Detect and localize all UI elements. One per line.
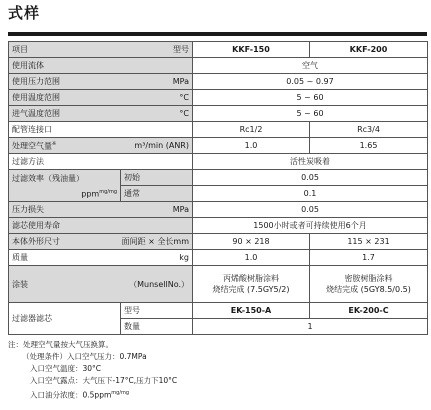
efficiency-normal-label: 通常 bbox=[121, 186, 193, 202]
row-efficiency-initial bbox=[9, 170, 428, 186]
row-pressure bbox=[9, 74, 428, 90]
life-label: 滤芯使用寿命 bbox=[9, 218, 193, 234]
section-title: 式样 bbox=[8, 4, 41, 22]
row-life bbox=[9, 218, 428, 234]
efficiency-initial-label: 初始 bbox=[121, 170, 193, 186]
pressure-value: 0.05 ~ 0.97 bbox=[193, 74, 428, 90]
efficiency-initial-value: 0.05 bbox=[193, 170, 428, 186]
pressure-label: 使用压力范围 bbox=[9, 74, 121, 90]
note-line-5: 入口油分浓度：0.5ppm$^{mg/mg}$ bbox=[30, 390, 130, 400]
flow-col2: 1.65 bbox=[310, 138, 428, 154]
paint-unit: （MunsellNo.） bbox=[106, 266, 193, 303]
temp-label: 使用温度范围 bbox=[9, 90, 121, 106]
row-element-model bbox=[9, 303, 428, 319]
mass-col2: 1.7 bbox=[310, 250, 428, 266]
temp-unit: °C bbox=[121, 90, 193, 106]
fluid-value: 空气 bbox=[193, 58, 428, 74]
loss-value: 0.05 bbox=[193, 202, 428, 218]
fluid-label: 使用流体 bbox=[9, 58, 193, 74]
loss-unit: MPa bbox=[121, 202, 193, 218]
mass-unit: kg bbox=[121, 250, 193, 266]
row-temp bbox=[9, 90, 428, 106]
title-rule bbox=[8, 32, 427, 36]
notes bbox=[8, 339, 177, 399]
row-port bbox=[9, 122, 428, 138]
element-label: 过滤器滤芯 bbox=[9, 303, 121, 335]
dims-unit: 面间距 × 全长mm bbox=[106, 234, 193, 250]
dims-col2: 115 × 231 bbox=[310, 234, 428, 250]
dims-label: 本体外形尺寸 bbox=[9, 234, 106, 250]
port-col1: Rc1/2 bbox=[193, 122, 310, 138]
row-paint bbox=[9, 266, 428, 303]
element-col2: EK-200-C bbox=[310, 303, 428, 319]
efficiency-normal-value: 0.1 bbox=[193, 186, 428, 202]
spec-table bbox=[8, 41, 428, 335]
life-value: 1500小时或者可持续使用6个月 bbox=[193, 218, 428, 234]
row-flow bbox=[9, 138, 428, 154]
paint-label: 涂装 bbox=[9, 266, 106, 303]
note-line-2: （处理条件）入口空气压力：0.7MPa bbox=[22, 352, 147, 361]
header-model: 型号 bbox=[121, 42, 193, 58]
row-fluid bbox=[9, 58, 428, 74]
flow-label: 处理空气量※ bbox=[9, 138, 106, 154]
paint-col1: 丙烯酸树脂涂料 烧结完成 (7.5GY5/2) bbox=[193, 266, 310, 303]
header-kkf200: KKF-200 bbox=[310, 42, 428, 58]
header-kkf150: KKF-150 bbox=[193, 42, 310, 58]
method-label: 过滤方法 bbox=[9, 154, 193, 170]
note-line-4: 入口空气露点：大气压下-17°C,压力下10°C bbox=[30, 376, 178, 385]
inlet-temp-value: 5 ~ 60 bbox=[193, 106, 428, 122]
method-value: 活性炭吸着 bbox=[193, 154, 428, 170]
row-mass bbox=[9, 250, 428, 266]
loss-label: 压力损失 bbox=[9, 202, 121, 218]
header-row bbox=[9, 42, 428, 58]
temp-value: 5 ~ 60 bbox=[193, 90, 428, 106]
inlet-temp-unit: °C bbox=[121, 106, 193, 122]
efficiency-label: 过滤效率（残油量） ppm$^{mg/mg}$ bbox=[9, 170, 121, 202]
element-model-label: 型号 bbox=[121, 303, 193, 319]
port-col2: Rc3/4 bbox=[310, 122, 428, 138]
flow-unit: m³/min (ANR) bbox=[106, 138, 193, 154]
note-line-1: 注：处理空气量按大气压换算。 bbox=[8, 340, 113, 349]
dims-col1: 90 × 218 bbox=[193, 234, 310, 250]
element-qty-value: 1 bbox=[193, 319, 428, 335]
paint-col2: 密胺树脂涂料 烧结完成 (5GY8.5/0.5) bbox=[310, 266, 428, 303]
header-item: 项目 bbox=[9, 42, 121, 58]
row-loss bbox=[9, 202, 428, 218]
element-col1: EK-150-A bbox=[193, 303, 310, 319]
flow-col1: 1.0 bbox=[193, 138, 310, 154]
mass-label: 质量 bbox=[9, 250, 121, 266]
row-method bbox=[9, 154, 428, 170]
note-line-3: 入口空气温度：30°C bbox=[30, 364, 102, 373]
port-label: 配管连接口 bbox=[9, 122, 193, 138]
row-dims bbox=[9, 234, 428, 250]
inlet-temp-label: 进气温度范围 bbox=[9, 106, 121, 122]
mass-col1: 1.0 bbox=[193, 250, 310, 266]
element-qty-label: 数量 bbox=[121, 319, 193, 335]
row-inlet-temp bbox=[9, 106, 428, 122]
pressure-unit: MPa bbox=[121, 74, 193, 90]
